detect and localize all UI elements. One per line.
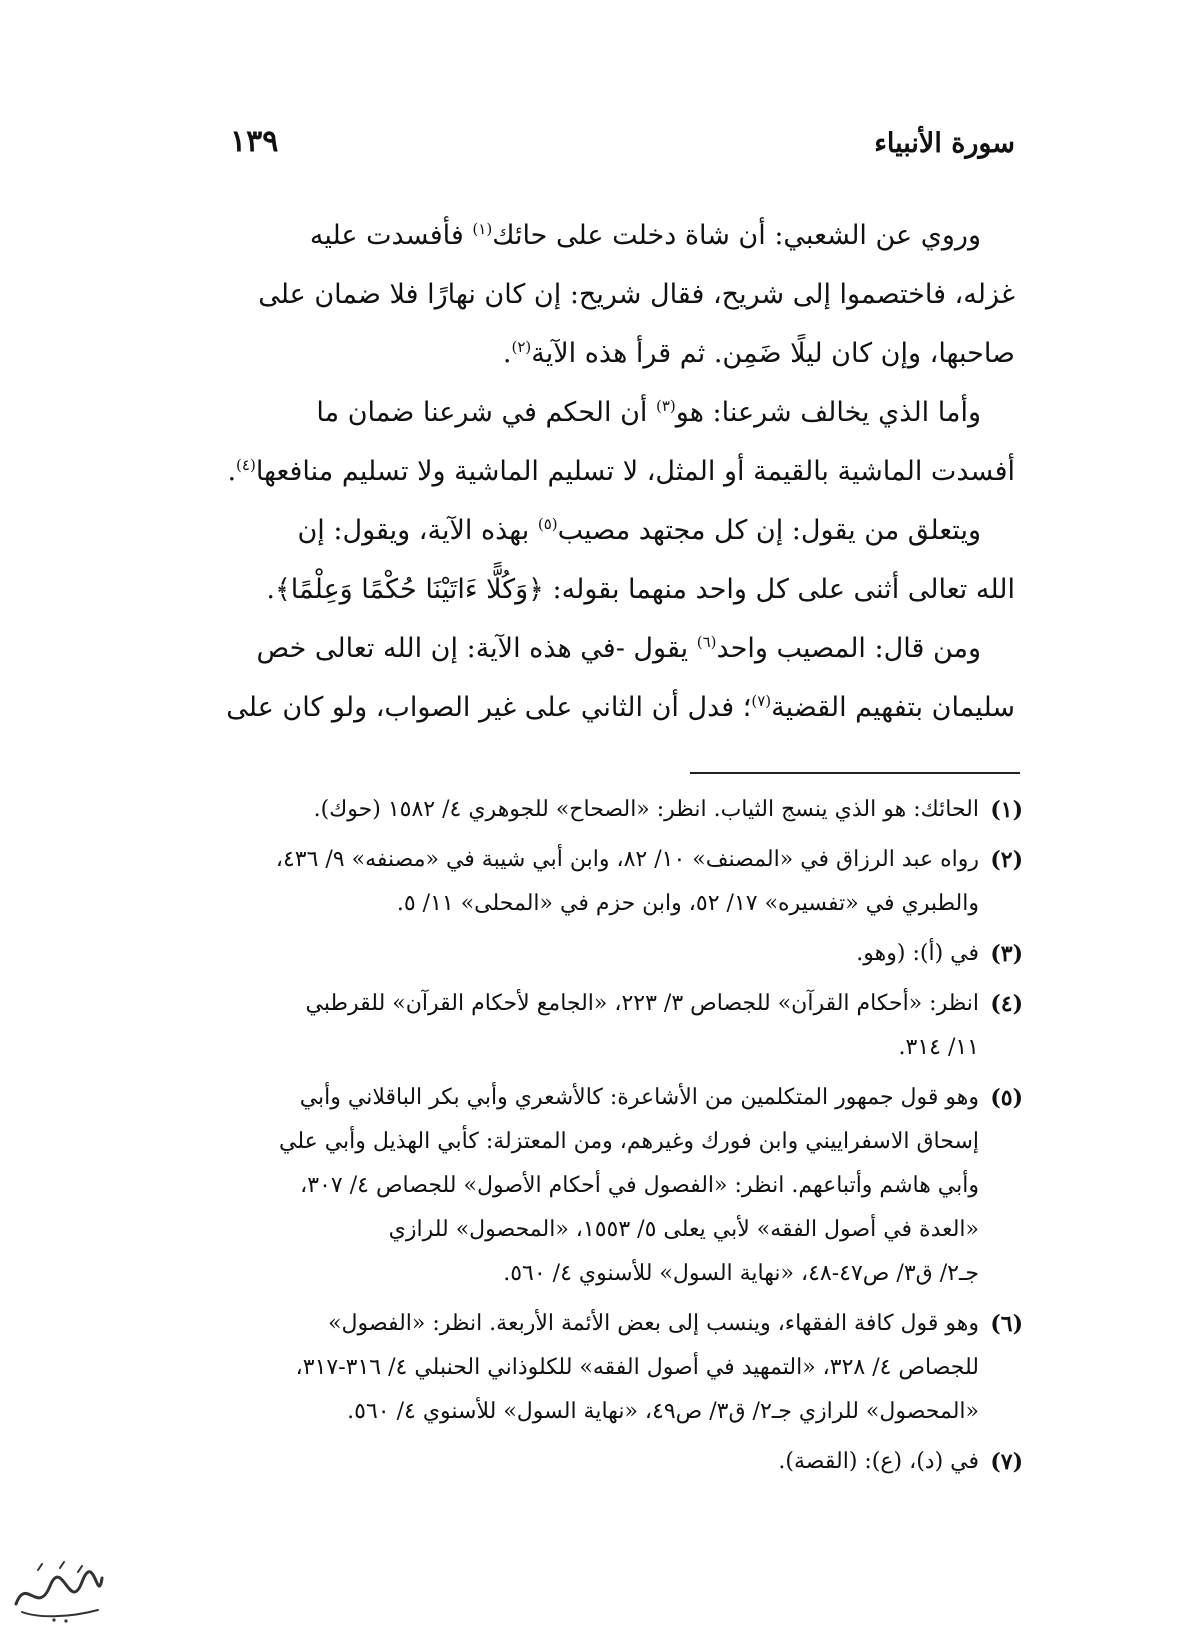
footnote-line: «العدة في أصول الفقه» لأبي يعلى ٥/ ١٥٥٣، «المحصول» للرازي bbox=[388, 1217, 979, 1242]
footnotes-section bbox=[163, 788, 1023, 1490]
body-line-text: . bbox=[227, 456, 237, 487]
body-line bbox=[165, 678, 1015, 737]
footnote-line: للجصاص ٤/ ٣٢٨، «التمهيد في أصول الفقه» للكلوذاني الحنبلي ٤/ ٣١٦-٣١٧، bbox=[295, 1355, 979, 1380]
body-line-text: يقول -في هذه الآية: إن الله تعالى خص bbox=[256, 633, 697, 664]
calligraphy-logo-icon bbox=[8, 1556, 108, 1626]
footnote-number: (٢) bbox=[990, 847, 1023, 873]
footnote-line: رواه عبد الرزاق في «المصنف» ١٠/ ٨٢، وابن أبي شيبة في «مصنفه» ٩/ ٤٣٦، bbox=[275, 847, 979, 872]
body-line-text: أن الحكم في شرعنا ضمان ما bbox=[316, 397, 656, 428]
body-line-text: ومن قال: المصيب واحد bbox=[716, 633, 981, 664]
footnote-number: (٦) bbox=[990, 1311, 1023, 1337]
footnote bbox=[163, 982, 1023, 1070]
body-line-text: سليمان بتفهيم القضية bbox=[771, 692, 1015, 723]
footnote-line: وهو قول كافة الفقهاء، وينسب إلى بعض الأئمة الأربعة. انظر: «الفصول» bbox=[328, 1311, 979, 1336]
footnote bbox=[163, 788, 1023, 832]
body-line-text: غزله، فاختصموا إلى شريح، فقال شريح: إن كان نهارًا فلا ضمان على bbox=[258, 279, 1015, 310]
footnote-number: (٣) bbox=[990, 941, 1023, 967]
body-line-text: صاحبها، وإن كان ليلًا ضَمِن. ثم قرأ هذه الآية bbox=[531, 338, 1015, 369]
footnote-line: والطبري في «تفسيره» ١٧/ ٥٢، وابن حزم في «المحلى» ١١/ ٥. bbox=[396, 891, 979, 916]
footnote-line: وأبي هاشم وأتباعهم. انظر: «الفصول في أحكام الأصول» للجصاص ٤/ ٣٠٧، bbox=[300, 1173, 979, 1198]
body-line bbox=[165, 324, 1015, 383]
footnote-line: الحائك: هو الذي ينسج الثياب. انظر: «الصحاح» للجوهري ٤/ ١٥٨٢ (حوك). bbox=[313, 797, 979, 822]
footnote bbox=[163, 1440, 1023, 1484]
body-line bbox=[165, 501, 1015, 560]
body-line-text: الله تعالى أثنى على كل واحد منهما بقوله: ﴿وَكُلًّا ءَاتَيْنَا حُكْمًا وَعِلْمًا﴾. bbox=[266, 574, 1015, 605]
footnote-marker[interactable]: (٥) bbox=[537, 515, 558, 533]
body-line-text: ؛ فدل أن الثاني على غير الصواب، ولو كان على bbox=[226, 692, 752, 723]
footnote-line: إسحاق الاسفراييني وابن فورك وغيرهم، ومن المعتزلة: كأبي الهذيل وأبي علي bbox=[278, 1129, 979, 1154]
footnote-number: (٥) bbox=[990, 1085, 1023, 1111]
footnote-number: (٤) bbox=[990, 991, 1023, 1017]
footnote-line: ١١/ ٣١٤. bbox=[898, 1035, 979, 1060]
body-line-text: أفسدت الماشية بالقيمة أو المثل، لا تسليم الماشية ولا تسليم منافعها bbox=[255, 456, 1015, 487]
main-text bbox=[165, 206, 1015, 737]
footnote-line: «المحصول» للرازي جـ٢/ ق٣/ ص٤٩، «نهاية السول» للأسنوي ٤/ ٥٦٠. bbox=[347, 1399, 979, 1424]
footnote-line: جـ٢/ ق٣/ ص٤٧-٤٨، «نهاية السول» للأسنوي ٤/ ٥٦٠. bbox=[503, 1261, 979, 1286]
footnote-number: (٧) bbox=[990, 1449, 1023, 1475]
footnote-line: في (د)، (ع): (القصة). bbox=[778, 1449, 979, 1474]
page-number: ١٣٩ bbox=[230, 124, 279, 159]
body-line bbox=[165, 442, 1015, 501]
body-line-text: وروي عن الشعبي: أن شاة دخلت على حائك bbox=[492, 220, 981, 251]
body-line-text: . bbox=[502, 338, 512, 369]
footnote-marker[interactable]: (٧) bbox=[751, 692, 772, 710]
footnote-marker[interactable]: (٦) bbox=[696, 633, 717, 651]
footnote-marker[interactable]: (١) bbox=[472, 220, 493, 238]
footnote bbox=[163, 932, 1023, 976]
running-head bbox=[190, 124, 1015, 168]
footnote-line: انظر: «أحكام القرآن» للجصاص ٣/ ٢٢٣، «الجامع لأحكام القرآن» للقرطبي bbox=[305, 991, 979, 1016]
surah-title: سورة الأنبياء bbox=[874, 128, 1015, 159]
body-line bbox=[165, 619, 1015, 678]
footnote-marker[interactable]: (٤) bbox=[236, 456, 256, 474]
footnote-separator bbox=[690, 772, 1020, 774]
footnote bbox=[163, 1076, 1023, 1296]
body-line bbox=[165, 206, 1015, 265]
footnote-marker[interactable]: (٢) bbox=[511, 338, 532, 356]
footnote-marker[interactable]: (٣) bbox=[655, 397, 676, 415]
body-line-text: بهذه الآية، ويقول: إن bbox=[297, 515, 538, 546]
footnote-number: (١) bbox=[990, 797, 1023, 823]
body-line-text: وأما الذي يخالف شرعنا: هو bbox=[675, 397, 981, 428]
body-line bbox=[165, 383, 1015, 442]
footnote bbox=[163, 838, 1023, 926]
footnote-line: في (أ): (وهو. bbox=[856, 941, 979, 966]
body-line bbox=[165, 560, 1015, 619]
footnote-line: وهو قول جمهور المتكلمين من الأشاعرة: كالأشعري وأبي بكر الباقلاني وأبي bbox=[299, 1085, 979, 1110]
body-line-text: ويتعلق من يقول: إن كل مجتهد مصيب bbox=[557, 515, 981, 546]
body-line-text: فأفسدت عليه bbox=[309, 220, 473, 251]
footnote bbox=[163, 1302, 1023, 1434]
body-line bbox=[165, 265, 1015, 324]
